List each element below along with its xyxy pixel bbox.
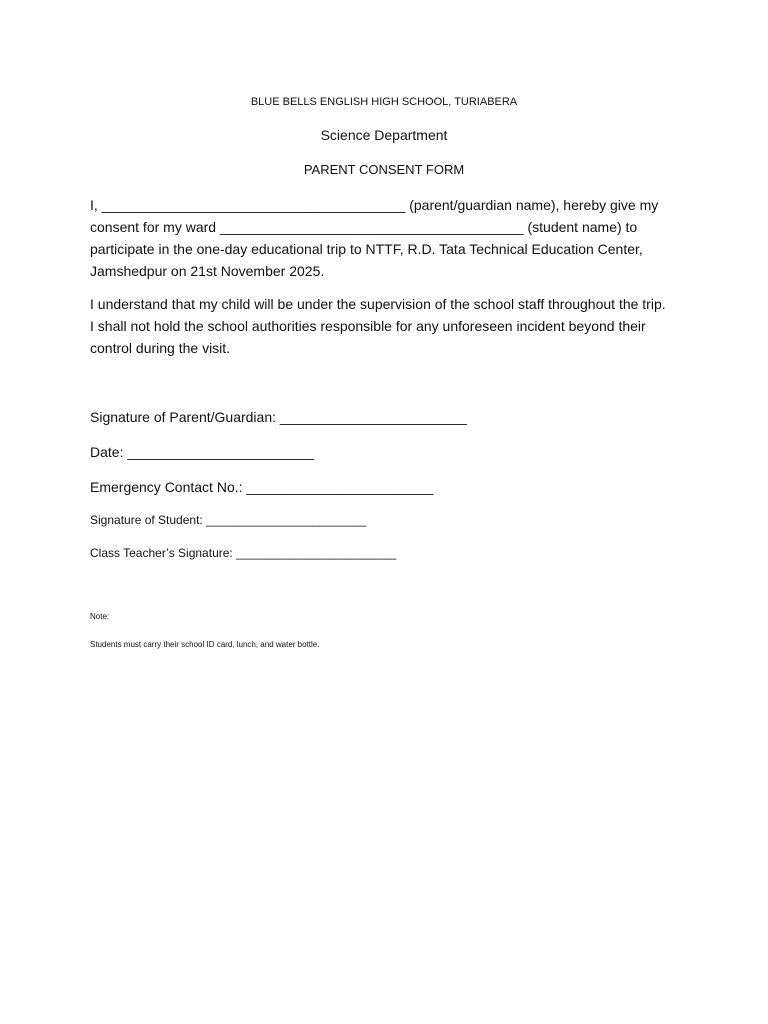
note-label: Note: (90, 612, 110, 621)
teacher-signature-line: Class Teacher’s Signature: ________________________ (90, 546, 397, 560)
emergency-contact-line: Emergency Contact No.: ________________________ (90, 479, 434, 495)
department-heading: Science Department (320, 127, 448, 143)
parent-signature-line: Signature of Parent/Guardian: ________________________ (90, 409, 467, 425)
form-title: PARENT CONSENT FORM (303, 162, 465, 177)
date-line: Date: ________________________ (90, 444, 315, 460)
understanding-paragraph: I understand that my child will be under the supervision of the school staff throughout the trip. I shall not hold the school authorities responsible for any unforeseen incident beyond their control during the visit. (90, 296, 666, 356)
student-signature-line: Signature of Student: ________________________ (90, 513, 367, 527)
school-name: BLUE BELLS ENGLISH HIGH SCHOOL, TURIABERA (250, 96, 518, 108)
consent-paragraph: I, _______________________________________ (parent/guardian name), hereby give my consent for my ward _______________________________________ (student name) to participate in the one-day educational trip to NTTF, R.D. Tata Technical Education Center, Jamshedpur on 21st November 2025. (90, 197, 659, 279)
note-text: Students must carry their school ID card, lunch, and water bottle. (90, 640, 320, 649)
